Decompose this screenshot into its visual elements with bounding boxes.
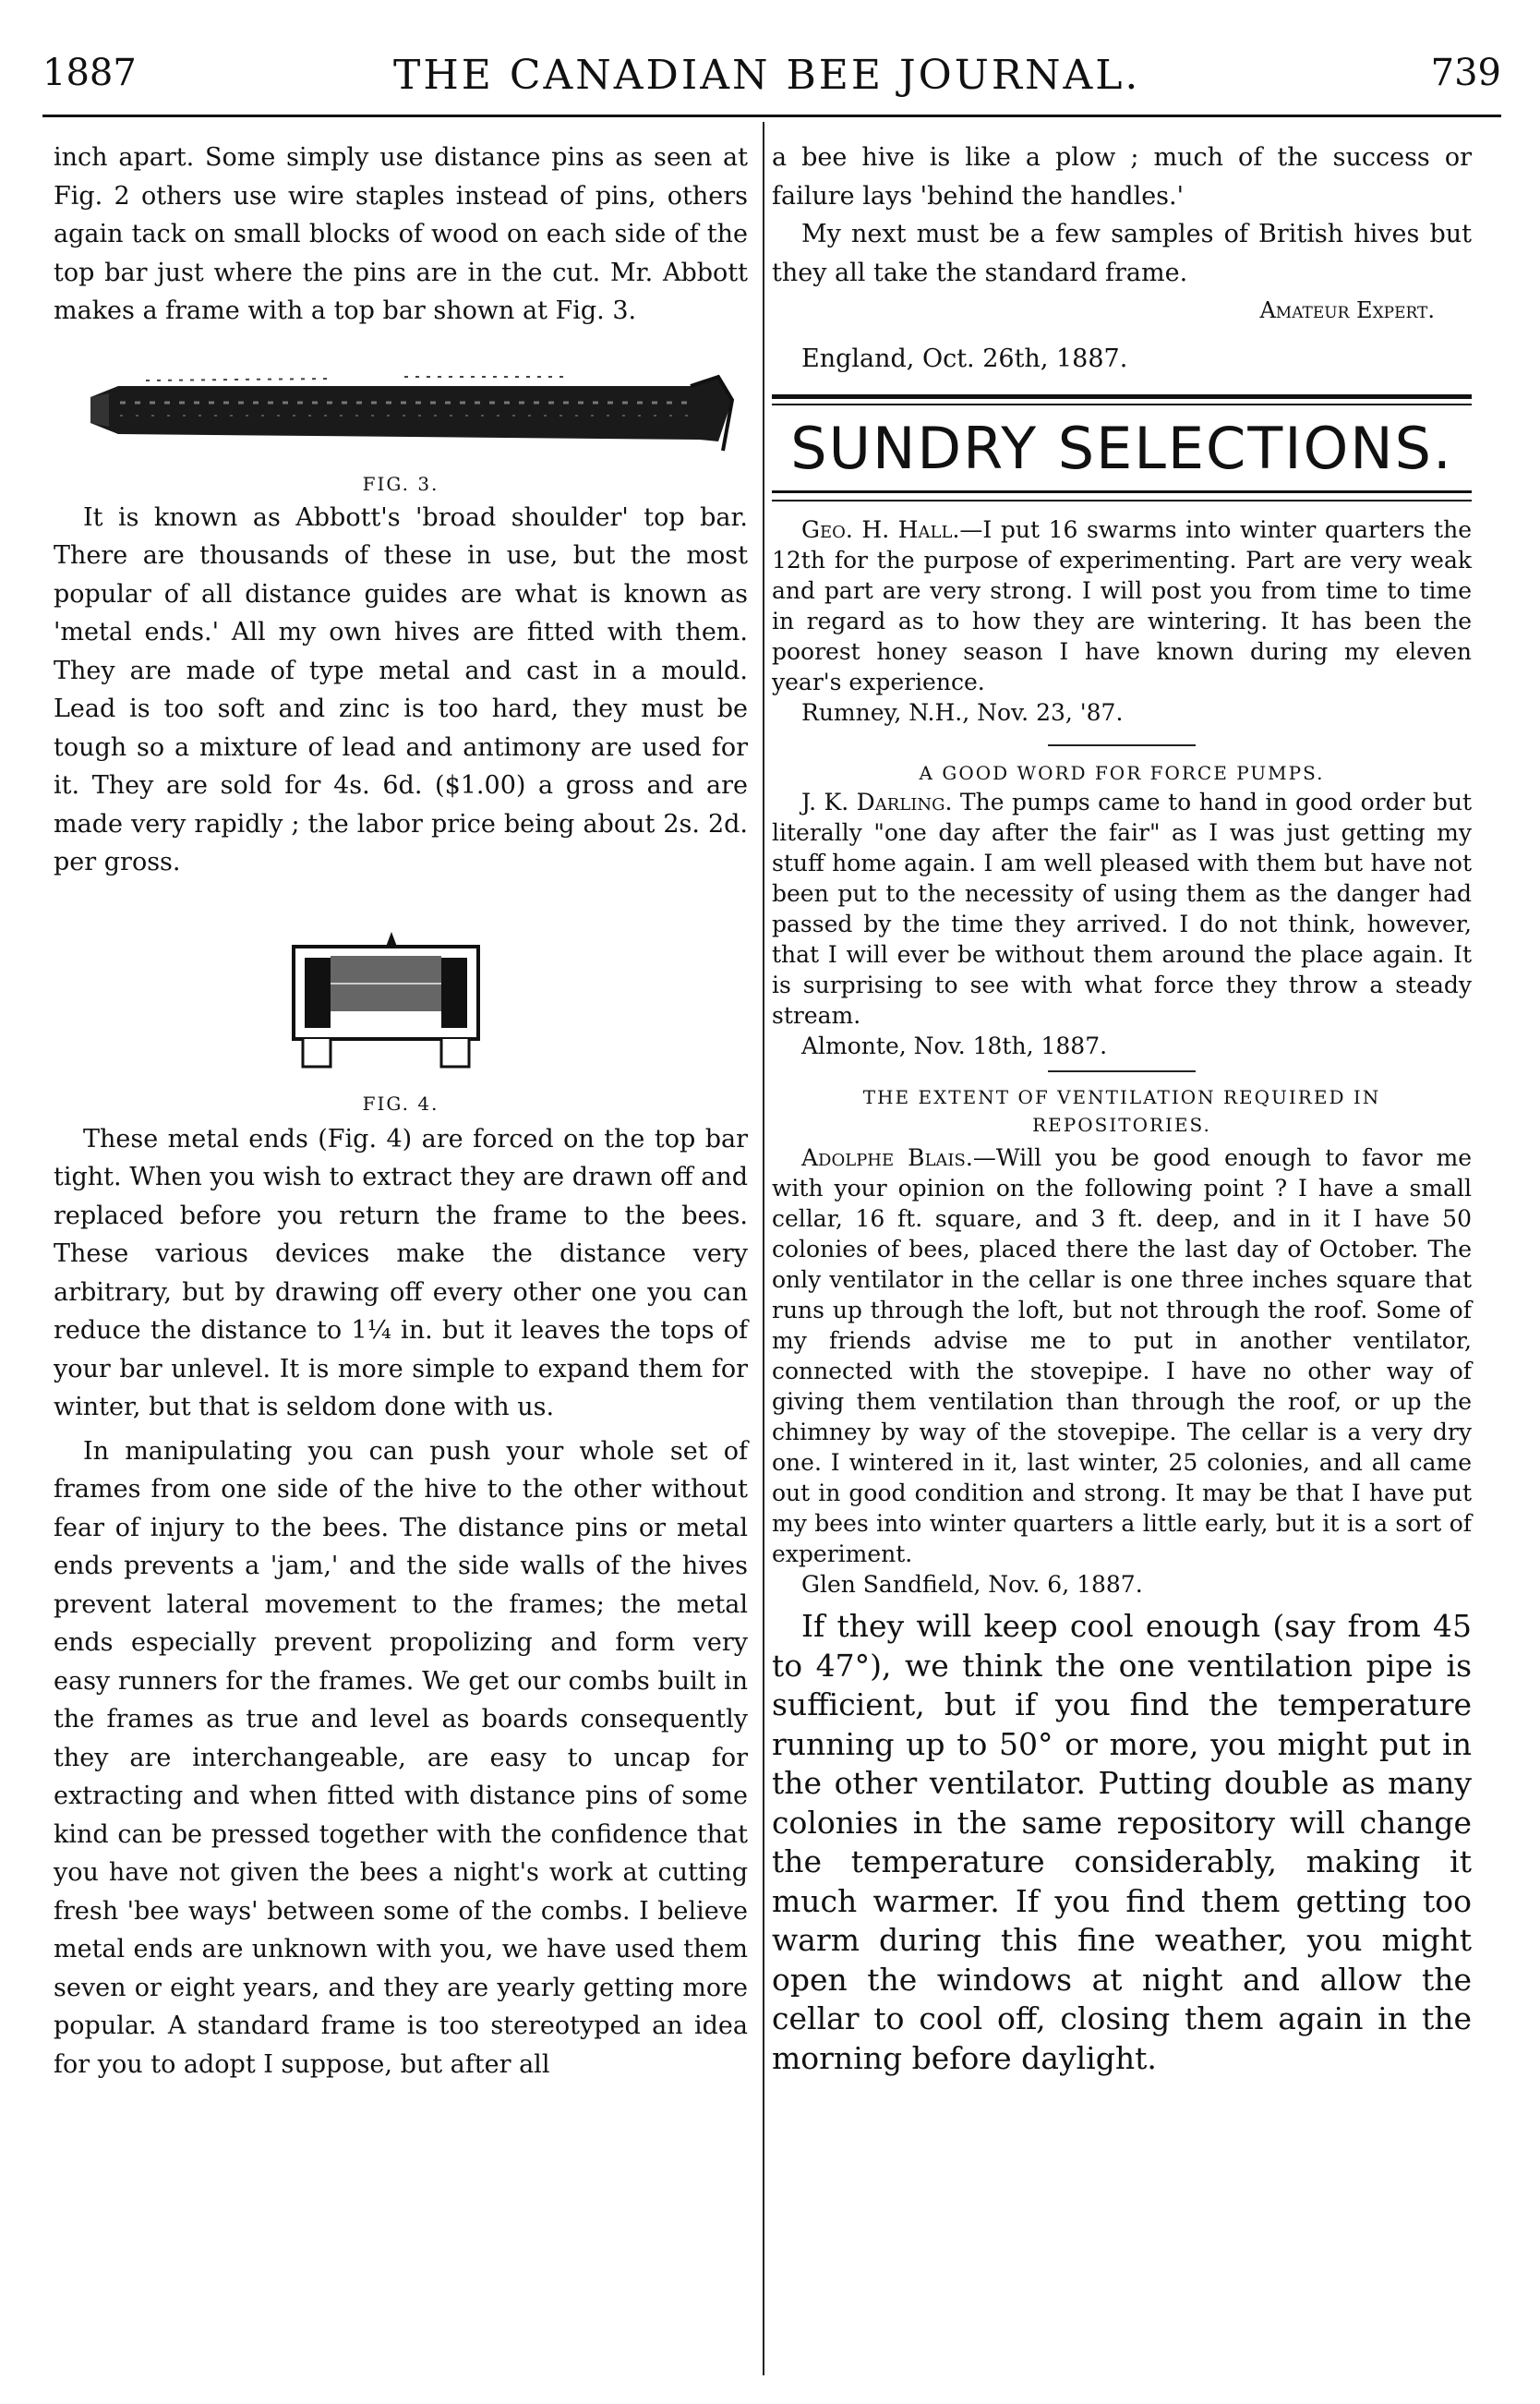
left-paragraph-2: It is known as Abbott's 'broad shoulder' top bar. There are thousands of these in use, but the most popular of all distance guides are what is known as 'metal ends.' All my own hives are fitted with them. They are made of type metal and cast in a mould. Lead is too soft and zinc is too hard, they must be tough so a mixture of lead and antimony are used for it. They are sold for 4s. 6d. ($1.00) a gross and are made very rapidly ; the labor price being about 2s. 2d. per gross. [54,502,748,876]
left-column [54,139,748,2084]
editor-reply: If they will keep cool enough (say from 45 to 47°), we think the one ventilation pipe is sufficient, but if you find the temperature running up to 50° or more, you might put in the other ventilator. Putting double as many colonies in the same repository will change the temperature considerably, making it much warmer. If you find them getting too warm during this fine weather, you might open the windows at night and allow the cellar to cool off, closing them again in the morning before daylight. [772,1608,1472,2076]
item-1-place: Rumney, N.H., Nov. 23, '87. [801,699,1124,726]
item-2-author: J. K. Darling. [801,789,953,815]
item-1-body: —I put 16 swarms into winter quarters the 12th for the purpose of experimenting. Part are very weak and part are very strong. I will post you from time to time in regard as to how they are wintering. It has been the poorest honey season I have known during my eleven year's experience. [772,516,1472,695]
item-3-heading: THE EXTENT OF VENTILATION REQUIRED IN REPOSITORIES. [862,1086,1381,1136]
figure-3-caption: FIG. 3. [362,472,439,495]
right-paragraph-2: My next must be a few samples of British hives but they all take the standard frame. [772,220,1472,287]
column-divider [763,122,764,2375]
figure-4-caption: FIG. 4. [362,1092,439,1115]
broad-shoulder-top-bar-drawing [54,349,748,478]
item-3-place: Glen Sandfield, Nov. 6, 1887. [801,1571,1143,1598]
item-1-author: Geo. H. Hall. [801,516,960,543]
article-signature: Amateur Expert. [1259,297,1435,323]
section-rule-bottom [772,490,1472,501]
journal-title: THE CANADIAN BEE JOURNAL. [393,52,1141,99]
left-paragraph-3: These metal ends (Fig. 4) are forced on the top bar tight. When you wish to extract they are drawn off and replaced before you return the frame to the bees. These various devices make the distance very arbitrary, but by drawing off every other one you can reduce the distance to 1¼ in. but it leaves the tops of your bar unlevel. It is more simple to expand them for winter, but that is seldom done with us. [54,1124,748,1421]
item-divider-2 [1048,1070,1196,1072]
figure-4-illustration [54,919,748,1076]
item-divider-1 [1048,744,1196,746]
left-paragraph-1: inch apart. Some simply use distance pins as seen at Fig. 2 others use wire staples instead of pins, others again tack on small blocks of wood on each side of the top bar just where the pins are in the cut. Mr. Abbott makes a frame with a top bar shown at Fig. 3. [54,143,748,325]
item-1-text [772,514,1472,697]
item-3-body: —Will you be good enough to favor me with your opinion on the following point ? I have a small cellar, 16 ft. square, and 3 ft. deep, and in it I have 50 colonies of bees, placed there the last day of October. The only ventilator in the cellar is one three inches square that runs up through the loft, but not through the roof. Some of my friends advise me to put in another ventilator, connected with the stovepipe. I have no other way of giving them ventilation than through the roof, or up the chimney by way of the stovepipe. The cellar is a very dry one. I wintered in it, last winter, 25 colonies, and all came out in good condition and strong. It may be that I have put my bees into winter quarters a little early, but it is a sort of experiment. [772,1144,1472,1567]
left-paragraph-4: In manipulating you can push your whole set of frames from one side of the hive to the other without fear of injury to the bees. The distance pins or metal ends prevents a 'jam,' and the side walls of the hives prevent lateral movement to the frames; the metal ends especially prevent propolizing and form very easy runners for the frames. We get our combs built in the frames as true and level as boards consequently they are interchangeable, are easy to uncap for extracting and when fitted with distance pins of some kind can be pressed together with the confidence that you have not given the bees a night's work at cutting fresh 'bee ways' between some of the combs. I believe metal ends are unknown with you, we have used them seven or eight years, and they are yearly getting more popular. A standard frame is too stereotyped an idea for you to adopt I suppose, but after all [54,1436,748,2079]
item-2-heading: A GOOD WORD FOR FORCE PUMPS. [919,762,1325,784]
header-year: 1887 [42,52,137,94]
item-2-body: The pumps came to hand in good order but literally "one day after the fair" as I was just getting my stuff home again. I am well pleased with them but have not been put to the necessity of using them as the danger had passed by the time they arrived. I do not think, however, that I will ever be without them around the place again. It is surprising to see with what force they throw a steady stream. [772,789,1472,1029]
page-header [42,48,1501,113]
item-3-author: Adolphe Blais. [801,1144,973,1171]
figure-3-illustration [54,349,748,495]
right-column [772,139,1472,2078]
item-2-text [772,787,1472,1031]
item-2-place: Almonte, Nov. 18th, 1887. [801,1033,1108,1059]
header-rule [42,115,1501,117]
item-3-text [772,1142,1472,1569]
section-rule-top [772,394,1472,405]
article-dateline: England, Oct. 26th, 1887. [801,344,1128,373]
metal-end-drawing [54,919,748,1076]
page-number: 739 [1430,52,1501,94]
section-title: SUNDRY SELECTIONS. [790,415,1453,482]
right-paragraph-1: a bee hive is like a plow ; much of the success or failure lays 'behind the handles.' [772,143,1472,211]
